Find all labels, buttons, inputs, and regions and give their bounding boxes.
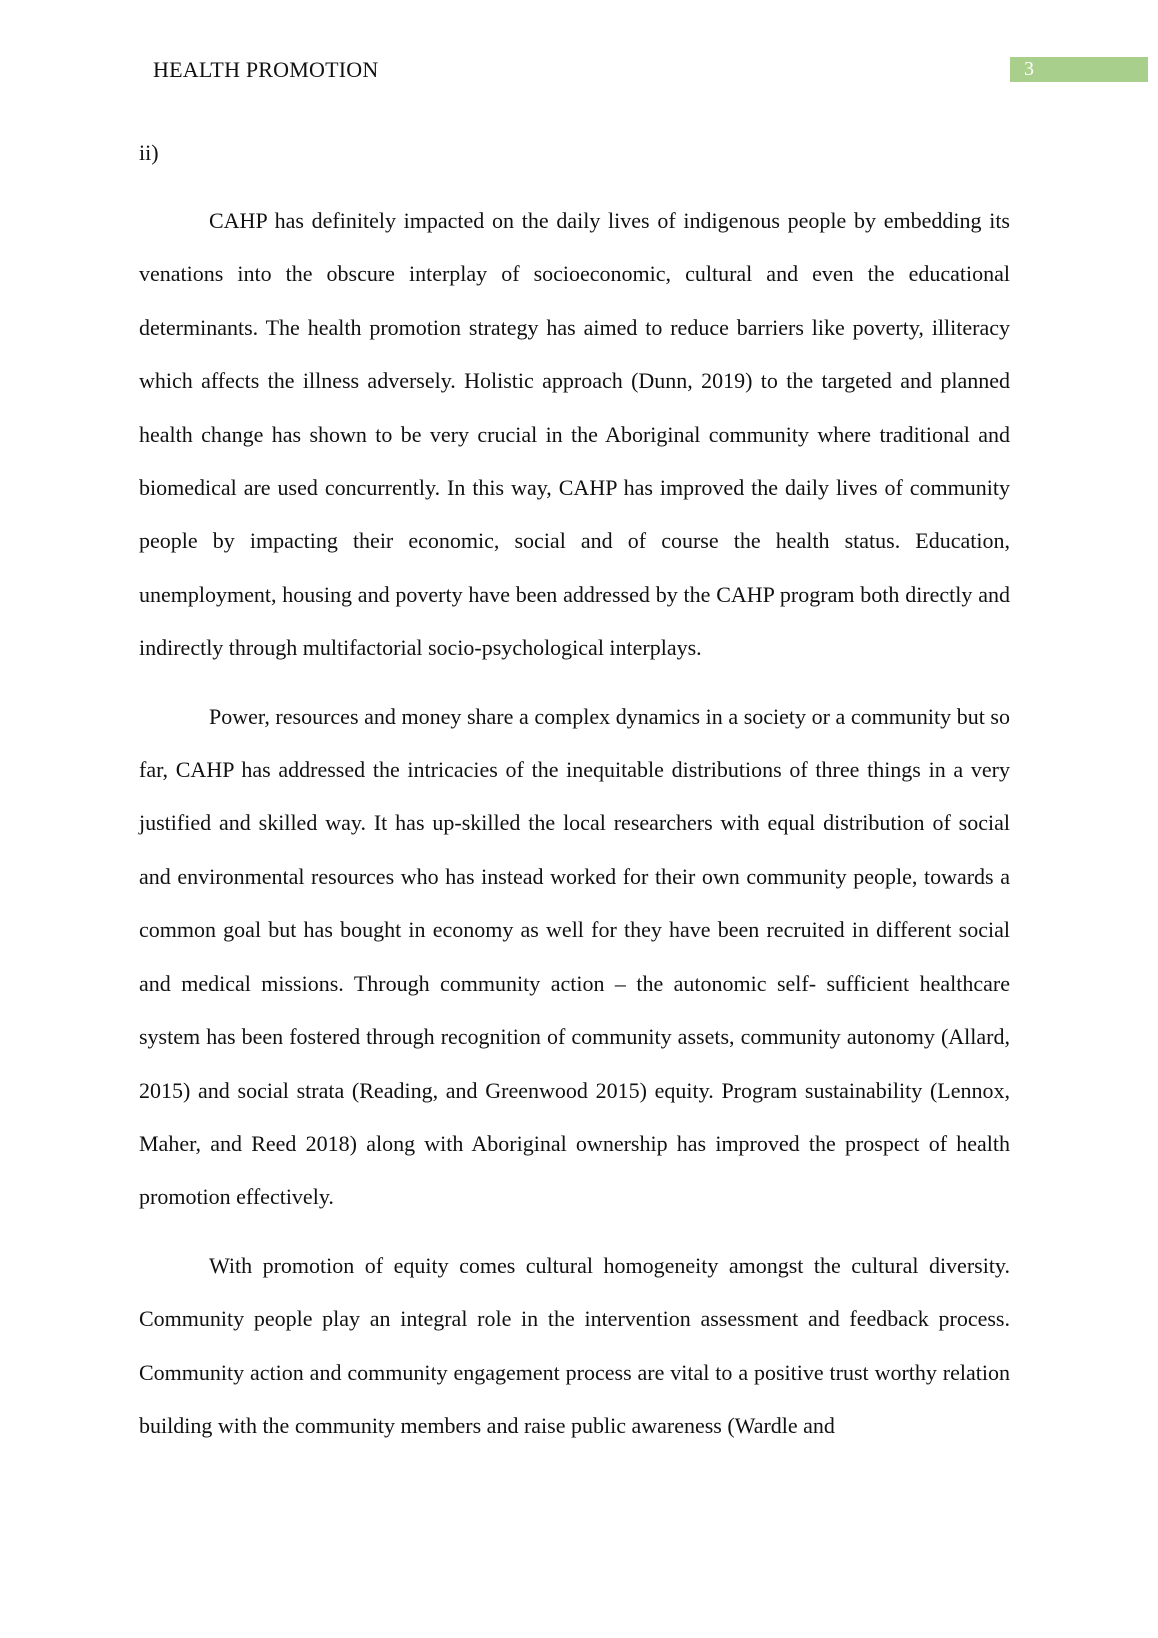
body-text <box>139 194 1010 1467</box>
paragraph-2: Power, resources and money share a complex dynamics in a society or a community but so far, CAHP has addressed the intricacies of the inequitable distributions of three things in a very justified and skilled way. It has up-skilled the local researchers with equal distribution of social and environmental resources who has instead worked for their own community people, towards a common goal but has bought in economy as well for they have been recruited in different social and medical missions. Through community action – the autonomic self- sufficient healthcare system has been fostered through recognition of community assets, community autonomy (Allard, 2015) and social strata (Reading, and Greenwood 2015) equity. Program sustainability (Lennox, Maher, and Reed 2018) along with Aboriginal ownership has improved the prospect of health promotion effectively. <box>139 703 1010 1210</box>
section-label: ii) <box>139 140 159 165</box>
page-number: 3 <box>1010 57 1148 82</box>
paragraph-1: CAHP has definitely impacted on the daily lives of indigenous people by embedding its venations into the obscure interplay of socioeconomic, cultural and even the educational determinants. The health promotion strategy has aimed to reduce barriers like poverty, illiteracy which affects the illness adversely. Holistic approach (Dunn, 2019) to the targeted and planned health change has shown to be very crucial in the Aboriginal community where traditional and biomedical are used concurrently. In this way, CAHP has improved the daily lives of community people by impacting their economic, social and of course the health status. Education, unemployment, housing and poverty have been addressed by the CAHP program both directly and indirectly through multifactorial socio-psychological interplays. <box>139 208 1010 661</box>
paragraph-3: With promotion of equity comes cultural homogeneity amongst the cultural diversity. Community people play an integral role in the intervention assessment and feedback process. Community action and community engagement process are vital to a positive trust worthy relation building with the community members and raise public awareness (Wardle and <box>139 1252 1010 1438</box>
running-head: HEALTH PROMOTION <box>153 57 379 82</box>
